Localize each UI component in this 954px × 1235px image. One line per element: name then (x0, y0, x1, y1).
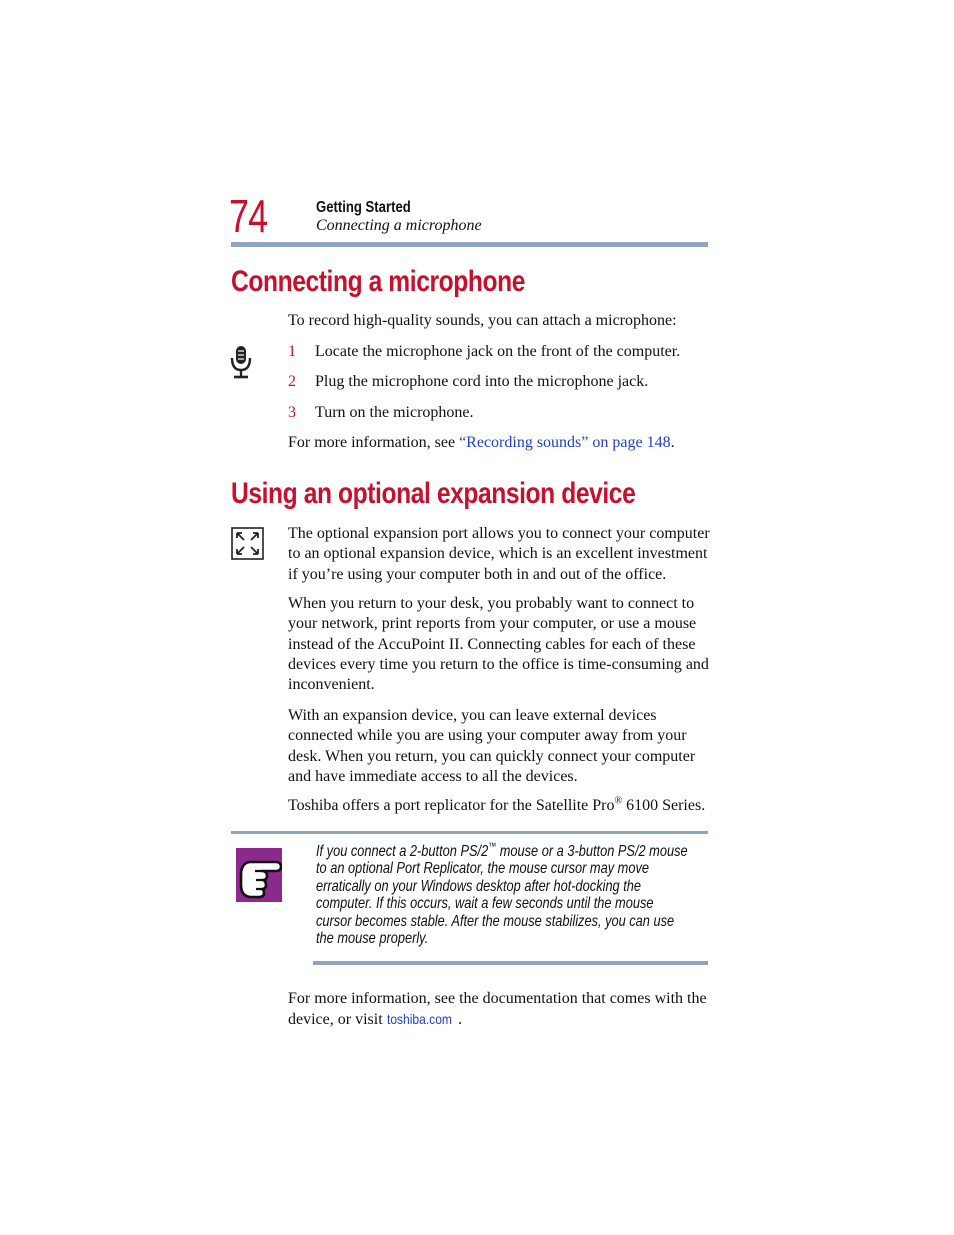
header-rule (231, 242, 708, 247)
trademark-mark: ™ (488, 841, 497, 853)
expansion-paragraph: When you return to your desk, you probably want to connect to your network, print reports from your computer, or use a mouse instead of the AccuPoint II. Connecting cables for each of these devices every time you return to the office is time-consuming and inconvenient. (288, 595, 709, 694)
heading-expansion-device: Using an optional expansion device (231, 477, 636, 510)
expansion-paragraph: With an expansion device, you can leave external devices connected while you are using your computer away from your desk. When you return, you can quickly connect your computer and have immediate access to all the devices. (288, 707, 696, 785)
toshiba-link[interactable]: toshiba.com (386, 1011, 452, 1028)
footer-more-info: For more information, see the documentation that comes with the device, or visit toshiba.com . (288, 990, 707, 1029)
expansion-port-icon (231, 527, 264, 560)
running-header-section: Connecting a microphone (316, 217, 482, 234)
note-rule-bottom (313, 961, 708, 965)
step-text: Locate the microphone jack on the front of the computer. (315, 343, 681, 360)
recording-sounds-link[interactable]: “Recording sounds” on page 148 (459, 434, 671, 451)
toshiba-port-replicator-text: Toshiba offers a port replicator for the Satellite Pro® 6100 Series. (288, 795, 706, 814)
expansion-paragraph: The optional expansion port allows you to connect your computer to an optional expansion device, which is an excellent investment if you’re using your computer both in and out of the office. (288, 525, 710, 583)
note-rule-top (231, 831, 708, 834)
microphone-intro: To record high-quality sounds, you can attach a microphone: (288, 312, 677, 329)
microphone-more-info: For more information, see “Recording sounds” on page 148. (288, 434, 675, 451)
running-header-chapter: Getting Started (316, 199, 411, 216)
step-number: 1 (288, 343, 296, 360)
step-text: Plug the microphone cord into the microphone jack. (315, 373, 649, 390)
page-number: 74 (229, 190, 268, 242)
note-text: If you connect a 2-button PS/2™ mouse or a 3-button PS/2 mouse to an optional Port Replicator, the mouse cursor may move erratically on your Windows desktop after hot-docking the computer. If this occurs, wait a few seconds until the mouse cursor becomes stable. After the mouse stabilizes, you can use the mouse properly. (316, 841, 688, 948)
registered-mark: ® (614, 795, 623, 807)
step-text: Turn on the microphone. (315, 404, 474, 421)
heading-connecting-microphone: Connecting a microphone (231, 265, 525, 298)
microphone-icon (230, 345, 252, 379)
pointing-hand-icon (236, 848, 282, 902)
step-number: 3 (288, 404, 296, 421)
step-number: 2 (288, 373, 296, 390)
